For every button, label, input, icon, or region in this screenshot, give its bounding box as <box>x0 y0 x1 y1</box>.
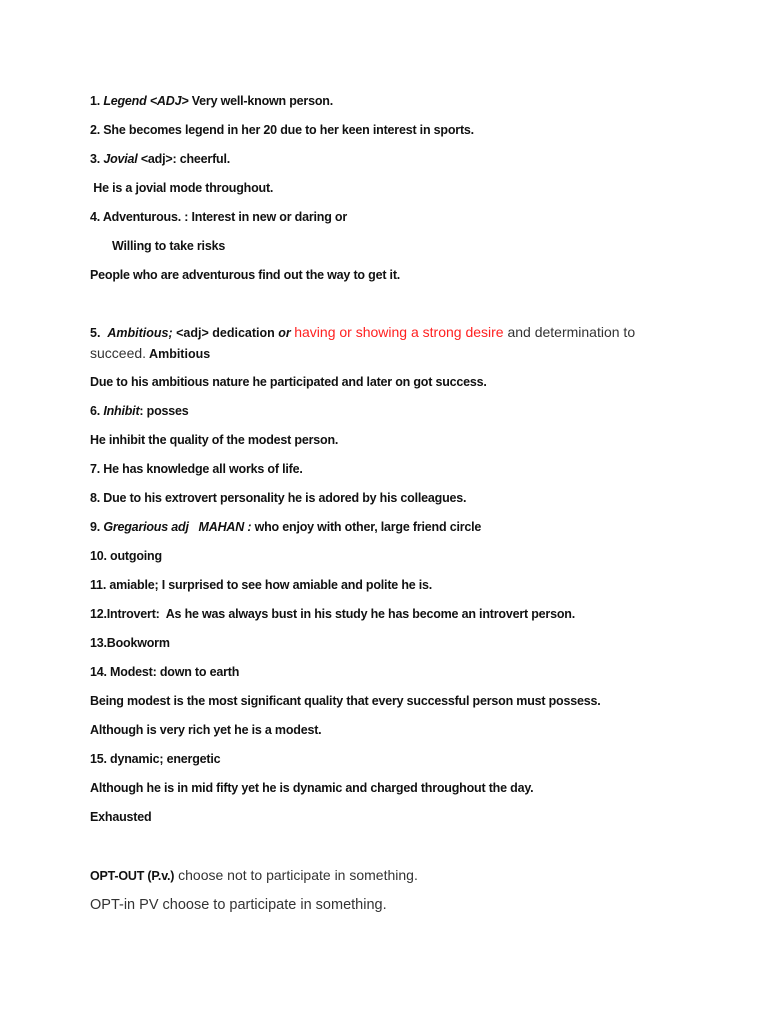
entry-10: 10. outgoing <box>90 549 162 563</box>
entry-3-jovial <box>90 151 230 167</box>
entry-6-definition: : posses <box>139 404 189 418</box>
entry-4-example: People who are adventurous find out the way to get it. <box>90 268 401 282</box>
entry-5-pos: <adj> dedication <box>172 326 279 340</box>
entry-1-term: Legend <ADJ> <box>103 94 189 108</box>
entry-14: 14. Modest: down to earth <box>90 665 240 679</box>
entry-14-example-2: Although is very rich yet he is a modest. <box>90 723 322 737</box>
entry-5-tail: Ambitious <box>146 347 211 361</box>
entry-4-adventurous: 4. Adventurous. : Interest in new or daring or <box>90 210 348 224</box>
entry-6-number: 6. <box>90 404 104 418</box>
opt-out-definition: choose not to participate in something. <box>174 867 418 883</box>
entry-11: 11. amiable; I surprised to see how amiable and polite he is. <box>90 578 433 592</box>
entry-12: 12.Introvert: As he was always bust in his study he has become an introvert person. <box>90 607 575 621</box>
entry-3-example: He is a jovial mode throughout. <box>90 181 274 195</box>
entry-6-example: He inhibit the quality of the modest person. <box>90 433 339 447</box>
entry-5-term: Ambitious; <box>107 326 173 340</box>
entry-9-gregarious <box>90 519 481 535</box>
entry-1-number: 1. <box>90 94 104 108</box>
entry-13: 13.Bookworm <box>90 636 170 650</box>
entry-15-example: Although he is in mid fifty yet he is dynamic and charged throughout the day. <box>90 781 534 795</box>
entry-3-definition: <adj>: cheerful. <box>137 152 231 166</box>
entry-9-number: 9. <box>90 520 104 534</box>
entry-5-highlight: having or showing a strong desire <box>294 324 504 340</box>
entry-1-definition: Very well-known person. <box>188 94 333 108</box>
entry-9-term: Gregarious adj MAHAN : <box>103 520 252 534</box>
entry-exhausted: Exhausted <box>90 810 152 824</box>
entry-9-definition: who enjoy with other, large friend circle <box>251 520 482 534</box>
entry-1-legend <box>90 93 333 109</box>
entry-5-number: 5. <box>90 326 108 340</box>
entry-8: 8. Due to his extrovert personality he is adored by his colleagues. <box>90 491 467 505</box>
entry-5-definition: and determination to succeed. <box>90 324 636 361</box>
entry-5-example: Due to his ambitious nature he participated and later on got success. <box>90 375 487 389</box>
entry-4-definition-cont: Willing to take risks <box>112 239 226 253</box>
entry-5-or: or <box>278 326 291 340</box>
entry-7: 7. He has knowledge all works of life. <box>90 462 303 476</box>
entry-5-ambitious <box>90 322 650 364</box>
entry-2-example: 2. She becomes legend in her 20 due to her keen interest in sports. <box>90 123 474 137</box>
entry-3-term: Jovial <box>103 152 138 166</box>
entry-opt-in: OPT-in PV choose to participate in something. <box>90 897 387 913</box>
entry-3-number: 3. <box>90 152 104 166</box>
entry-6-term: Inhibit <box>103 404 140 418</box>
entry-15: 15. dynamic; energetic <box>90 752 221 766</box>
entry-6-inhibit <box>90 403 189 419</box>
opt-out-term: OPT-OUT (P.v.) <box>90 869 175 883</box>
entry-opt-out <box>90 867 418 884</box>
entry-14-example-1: Being modest is the most significant quality that every successful person must possess. <box>90 694 601 708</box>
